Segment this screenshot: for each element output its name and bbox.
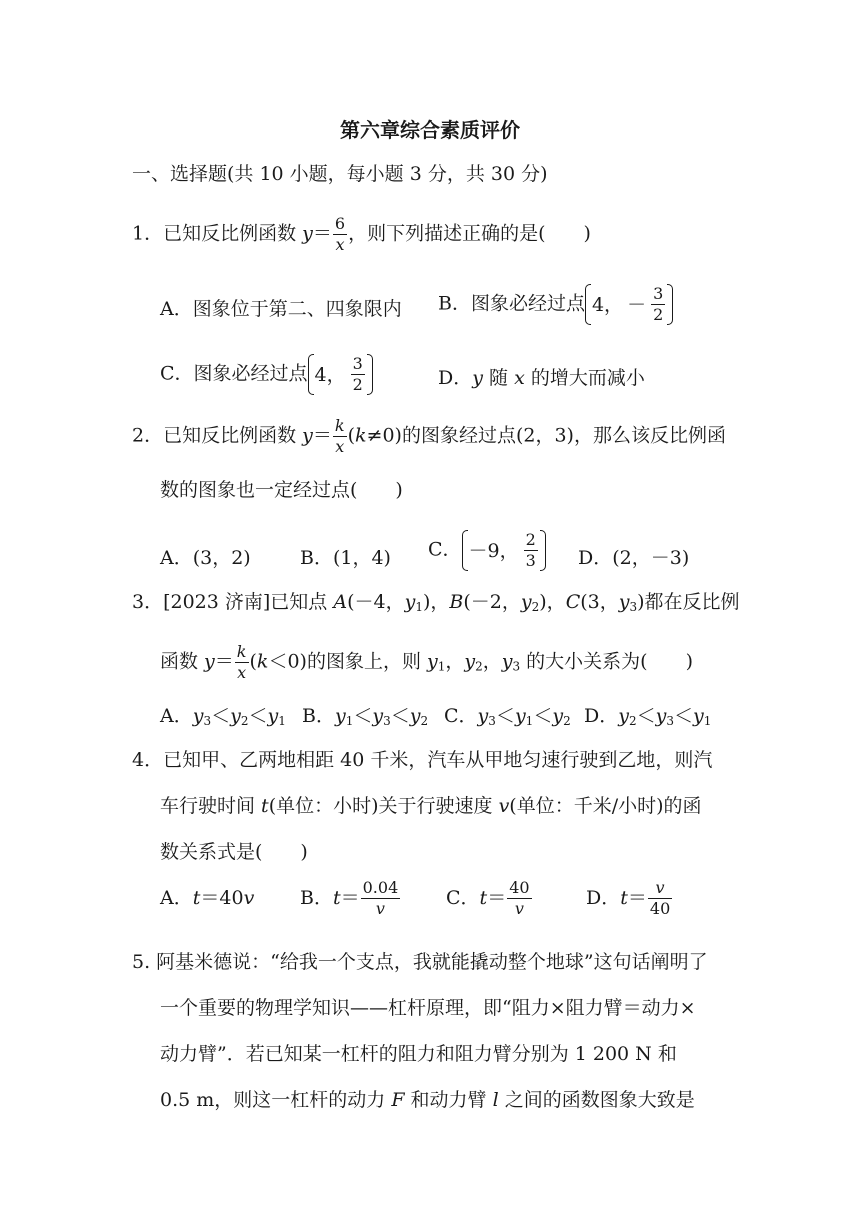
q3-y1: y xyxy=(404,591,416,613)
q1-b-point xyxy=(585,286,673,323)
q1-c-numerator: 3 xyxy=(352,354,363,373)
q3-text-a: 3．[2023 济南]已知点 xyxy=(132,591,334,613)
q3-l2-sub3: 3 xyxy=(512,659,521,674)
q1-option-b xyxy=(438,286,673,323)
q4-option-b xyxy=(300,866,401,930)
q3-l2-y1: y xyxy=(426,650,438,673)
q3-d-label: D． xyxy=(584,705,619,727)
q3-d-lt1: ＜ xyxy=(636,705,656,727)
q2-option-d: D．(2，－3) xyxy=(578,547,690,569)
q3-option-d xyxy=(584,704,711,728)
q3-sub-1: 1 xyxy=(415,600,423,614)
q4-a-v: v xyxy=(243,887,255,909)
q3-l2-d: ， xyxy=(445,650,465,673)
q3-c-s1: 1 xyxy=(525,714,534,728)
q4-line-2 xyxy=(160,794,702,818)
q3-d-lt2: ＜ xyxy=(674,705,694,727)
q3-l2-sub2: 2 xyxy=(475,659,483,674)
q3-text-g: )都在反比例 xyxy=(637,591,740,613)
q1-fraction xyxy=(333,216,347,253)
q1-text: 1．已知反比例函数 xyxy=(132,222,303,245)
q2-c-denominator: 3 xyxy=(525,551,536,570)
q2-option-c xyxy=(428,532,546,569)
q3-b-lt2: ＜ xyxy=(390,705,410,727)
q4-c-t: t xyxy=(479,887,488,909)
q5-l4-a: 0.5 m，则这一杠杆的动力 xyxy=(160,1089,392,1111)
q3-a-lt2: ＜ xyxy=(248,705,268,727)
q3-c-lt2: ＜ xyxy=(533,705,553,727)
q3-b-y3: y xyxy=(372,705,384,727)
q3-y3: y xyxy=(618,591,630,613)
q1-d-var-x: x xyxy=(514,367,525,389)
q4-d-eq: ＝ xyxy=(627,887,647,909)
q2-c-label: C． xyxy=(428,538,462,561)
q1-denominator: x xyxy=(335,235,345,254)
q2-equals: ＝ xyxy=(312,424,332,447)
q4-l2-c: (单位：千米/小时)的函 xyxy=(509,795,702,817)
q3-l2-a: 函数 xyxy=(160,650,205,673)
q3-text-b: (－4， xyxy=(347,591,405,613)
q4-c-denominator: v xyxy=(514,898,524,918)
q4-c-numerator: 40 xyxy=(509,877,530,897)
q3-a-label: A． xyxy=(160,705,193,727)
q3-y2: y xyxy=(520,591,532,613)
q3-d-s3: 3 xyxy=(666,714,674,728)
q4-a-coef: 40 xyxy=(219,887,244,909)
q3-d-y1: y xyxy=(693,705,704,727)
q2-option-a: A．(3，2) xyxy=(160,547,251,569)
q3-point-b: B xyxy=(449,591,464,613)
q3-c-label: C． xyxy=(444,705,478,727)
q1-equals: ＝ xyxy=(312,222,332,245)
section-heading: 一、选择题(共 10 小题，每小题 3 分，共 30 分) xyxy=(132,163,548,185)
q1-option-c xyxy=(160,356,373,393)
q3-option-a xyxy=(160,704,286,728)
q3-b-y1: y xyxy=(334,705,346,727)
q3-l2-y3: y xyxy=(501,650,513,673)
q4-d-denominator: 40 xyxy=(649,898,671,918)
q3-d-y2: y xyxy=(618,705,629,727)
q4-c-eq: ＝ xyxy=(487,887,507,909)
q3-fraction xyxy=(235,644,249,681)
q3-point-a: A xyxy=(333,591,348,613)
q1-d-label: D． xyxy=(438,367,473,389)
q3-c-y2: y xyxy=(552,705,564,727)
q3-line-2 xyxy=(160,644,693,681)
q3-d-s1: 1 xyxy=(703,714,712,728)
q3-l2-e: ， xyxy=(482,650,502,673)
question-4: 4．已知甲、乙两地相距 40 千米，汽车从甲地匀速行驶到乙地，则汽 xyxy=(132,749,713,771)
q2-text: 2．已知反比例函数 xyxy=(132,424,303,447)
q1-numerator: 6 xyxy=(334,214,346,233)
q3-c-s3: 3 xyxy=(488,714,496,728)
q3-l2-f: 的大小关系为( ) xyxy=(520,650,694,673)
q5-var-f: F xyxy=(391,1089,405,1111)
q5-line-4 xyxy=(160,1088,695,1112)
q3-numerator: k xyxy=(236,642,247,661)
q3-l2-c: ＜0)的图象上，则 xyxy=(268,650,427,673)
q3-b-lt1: ＜ xyxy=(353,705,373,727)
q3-b-s1: 1 xyxy=(345,714,354,728)
q2-c-point xyxy=(462,532,546,569)
q3-d-s2: 2 xyxy=(628,714,637,728)
q2-option-b: B．(1，4) xyxy=(300,547,391,569)
q2-line-2: 数的图象也一定经过点( ) xyxy=(160,479,403,501)
q4-line-3: 数关系式是( ) xyxy=(160,841,308,863)
q4-a-t: t xyxy=(192,887,201,909)
q4-d-label: D． xyxy=(586,887,621,909)
q2-numerator: k xyxy=(334,416,345,435)
q4-b-t: t xyxy=(332,887,341,909)
q3-text-d: (－2， xyxy=(463,591,521,613)
q5-var-l: l xyxy=(492,1089,499,1111)
q1-b-text: B．图象必经过点 xyxy=(438,292,585,315)
q5-l4-c: 之间的函数图象大致是 xyxy=(498,1089,695,1111)
q3-c-s2: 2 xyxy=(563,714,571,728)
q3-l2-k: k xyxy=(256,650,269,673)
q3-l2-y2: y xyxy=(464,650,476,673)
q1-d-text: 的增大而减小 xyxy=(524,367,645,389)
q3-text-c: )， xyxy=(422,591,450,613)
q5-line-3: 动力臂”．若已知某一杠杆的阻力和阻力臂分别为 1 200 N 和 xyxy=(160,1043,677,1065)
q3-a-s3: 3 xyxy=(203,714,212,728)
q1-b-x: 4， xyxy=(591,293,624,316)
q4-b-denominator: v xyxy=(375,898,385,918)
q2-var-y: y xyxy=(302,424,313,447)
q4-d-t: t xyxy=(620,887,628,909)
question-3 xyxy=(132,590,740,614)
q3-c-y3: y xyxy=(477,705,489,727)
q4-option-a xyxy=(160,866,254,930)
q3-l2-y: y xyxy=(204,650,215,673)
q3-a-s1: 1 xyxy=(278,714,286,728)
q3-c-y1: y xyxy=(514,705,526,727)
q4-option-d xyxy=(586,866,673,930)
q2-cond-k: k xyxy=(355,424,367,447)
q3-c-lt1: ＜ xyxy=(495,705,515,727)
q3-option-c xyxy=(444,704,571,728)
q3-text-f: (3， xyxy=(580,591,619,613)
q2-cond-text: ≠0)的图象经过点(2，3)，那么该反比例函 xyxy=(366,424,726,447)
q1-c-denominator: 2 xyxy=(352,375,363,394)
q3-l2-eq: ＝ xyxy=(214,650,234,673)
q1-option-d xyxy=(438,366,645,390)
q1-c-x: 4， xyxy=(314,363,346,386)
q4-b-label: B． xyxy=(300,887,333,909)
q3-d-y3: y xyxy=(655,705,667,727)
q1-d-mid: 随 xyxy=(482,367,515,389)
q5-l4-b: 和动力臂 xyxy=(404,1089,493,1111)
q1-c-text: C．图象必经过点 xyxy=(160,362,308,385)
q3-point-c: C xyxy=(565,591,581,613)
q3-option-b xyxy=(302,704,428,728)
q1-var-y: y xyxy=(302,222,313,245)
q1-b-sign: － xyxy=(627,293,647,316)
q2-c-numerator: 2 xyxy=(525,530,536,549)
q3-l2-b: ( xyxy=(249,650,257,673)
q4-l2-b: (单位：小时)关于行驶速度 xyxy=(268,795,499,817)
q4-a-label: A． xyxy=(160,887,193,909)
q4-c-label: C． xyxy=(446,887,480,909)
q3-a-y3: y xyxy=(192,705,204,727)
q3-a-s2: 2 xyxy=(240,714,249,728)
question-5: 5. 阿基米德说：“给我一个支点，我就能撬动整个地球”这句话阐明了 xyxy=(132,951,708,973)
q4-option-c xyxy=(446,866,533,930)
q2-c-x: －9， xyxy=(468,539,519,562)
question-1 xyxy=(132,216,591,253)
q1-b-denominator: 2 xyxy=(653,305,664,324)
q4-var-t: t xyxy=(261,795,269,817)
q4-b-numerator: 0.04 xyxy=(362,877,399,897)
q2-fraction xyxy=(333,418,347,455)
q3-a-lt1: ＜ xyxy=(211,705,231,727)
q4-d-numerator: v xyxy=(648,880,672,899)
q2-cond-open: ( xyxy=(347,424,356,447)
q3-b-s3: 3 xyxy=(383,714,391,728)
q5-line-2: 一个重要的物理学知识——杠杆原理，即“阻力×阻力臂＝动力× xyxy=(160,997,696,1019)
q3-sub-3: 3 xyxy=(629,600,638,614)
q4-a-eq: ＝ xyxy=(200,887,220,909)
q3-l2-sub1: 1 xyxy=(437,659,446,674)
page-title: 第六章综合素质评价 xyxy=(340,118,520,142)
q1-d-var-y: y xyxy=(472,367,483,389)
q4-var-v: v xyxy=(498,795,510,817)
q4-l2-a: 车行驶时间 xyxy=(160,795,262,817)
q3-b-label: B． xyxy=(302,705,335,727)
q3-a-y2: y xyxy=(230,705,241,727)
q1-b-numerator: 3 xyxy=(653,284,664,303)
q3-a-y1: y xyxy=(267,705,279,727)
q3-b-s2: 2 xyxy=(420,714,429,728)
q2-denominator: x xyxy=(335,437,345,456)
q3-text-e: )， xyxy=(539,591,566,613)
q1-prompt: ，则下列描述正确的是( ) xyxy=(348,222,591,245)
q1-option-a: A．图象位于第二、四象限内 xyxy=(160,298,402,320)
q3-denominator: x xyxy=(237,663,247,682)
q3-sub-2: 2 xyxy=(531,600,540,614)
q1-c-point xyxy=(308,356,373,393)
q4-b-eq: ＝ xyxy=(340,887,360,909)
question-2 xyxy=(132,418,726,455)
q3-b-y2: y xyxy=(409,705,421,727)
